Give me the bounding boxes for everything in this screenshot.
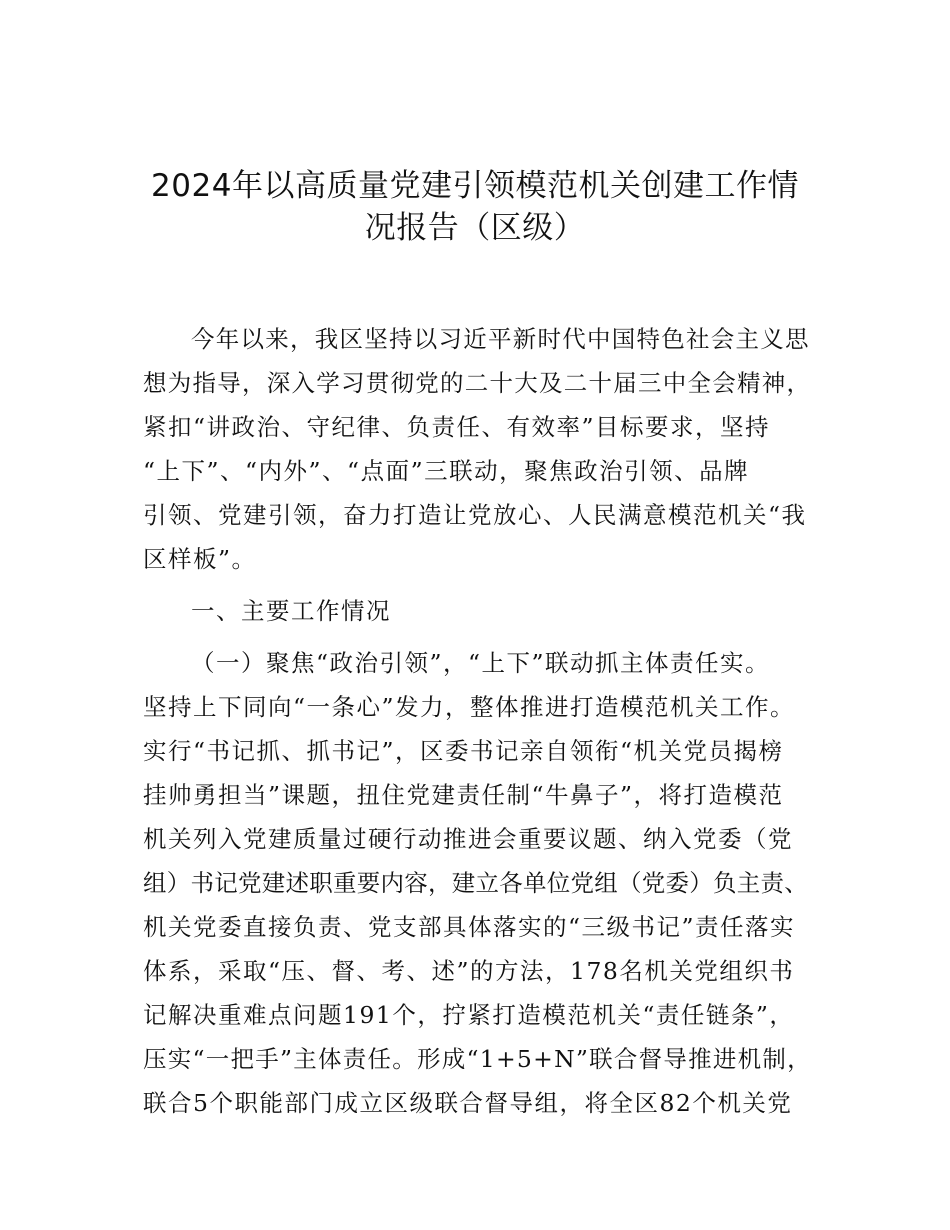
- paragraph-line-18: 联合5个职能部门成立区级联合督导组，将全区82个机关党: [143, 1089, 793, 1117]
- paragraph-line-16: 记解决重难点问题191个，拧紧打造模范机关“责任链条”，: [143, 1001, 795, 1029]
- paragraph-line-6: 区样板”。: [143, 545, 257, 573]
- paragraph-line-11: 挂帅勇担当”课题，扭住党建责任制“牛鼻子”，将打造模范: [143, 781, 784, 809]
- paragraph-line-14: 机关党委直接负责、党支部具体落实的“三级书记”责任落实: [143, 913, 796, 941]
- paragraph-line-12: 机关列入党建质量过硬行动推进会重要议题、纳入党委（党: [143, 825, 793, 853]
- title-line-1: 2024年以高质量党建引领模范机关创建工作情: [151, 168, 799, 204]
- paragraph-line-1: 今年以来，我区坚持以习近平新时代中国特色社会主义思: [191, 325, 810, 353]
- paragraph-line-13: 组）书记党建述职重要内容，建立各单位党组（党委）负主责、: [143, 869, 808, 897]
- paragraph-line-3: 紧扣“讲政治、守纪律、负责任、有效率”目标要求，坚持: [143, 413, 771, 441]
- title-line-2: 况报告（区级）: [364, 210, 586, 246]
- paragraph-line-9: 坚持上下同向“一条心”发力，整体推进打造模范机关工作。: [143, 693, 796, 721]
- paragraph-line-4: “上下”、“内外”、“点面”三联动，聚焦政治引领、品牌: [143, 457, 750, 485]
- paragraph-line-5: 引领、党建引领，奋力打造让党放心、人民满意模范机关“我: [143, 501, 807, 529]
- paragraph-line-10: 实行“书记抓、抓书记”，区委书记亲自领衔“机关党员揭榜: [143, 737, 784, 765]
- paragraph-line-17: 压实“一把手”主体责任。形成“1+5+N”联合督导推进机制，: [143, 1045, 812, 1073]
- paragraph-line-15: 体系，采取“压、督、考、述”的方法，178名机关党组织书: [143, 957, 795, 985]
- document-title: [120, 165, 830, 249]
- subsection-heading: （一）聚焦“政治引领”，“上下”联动抓主体责任实。: [191, 649, 771, 677]
- section-heading: 一、主要工作情况: [191, 597, 391, 625]
- paragraph-line-2: 想为指导，深入学习贯彻党的二十大及二十届三中全会精神，: [143, 369, 812, 397]
